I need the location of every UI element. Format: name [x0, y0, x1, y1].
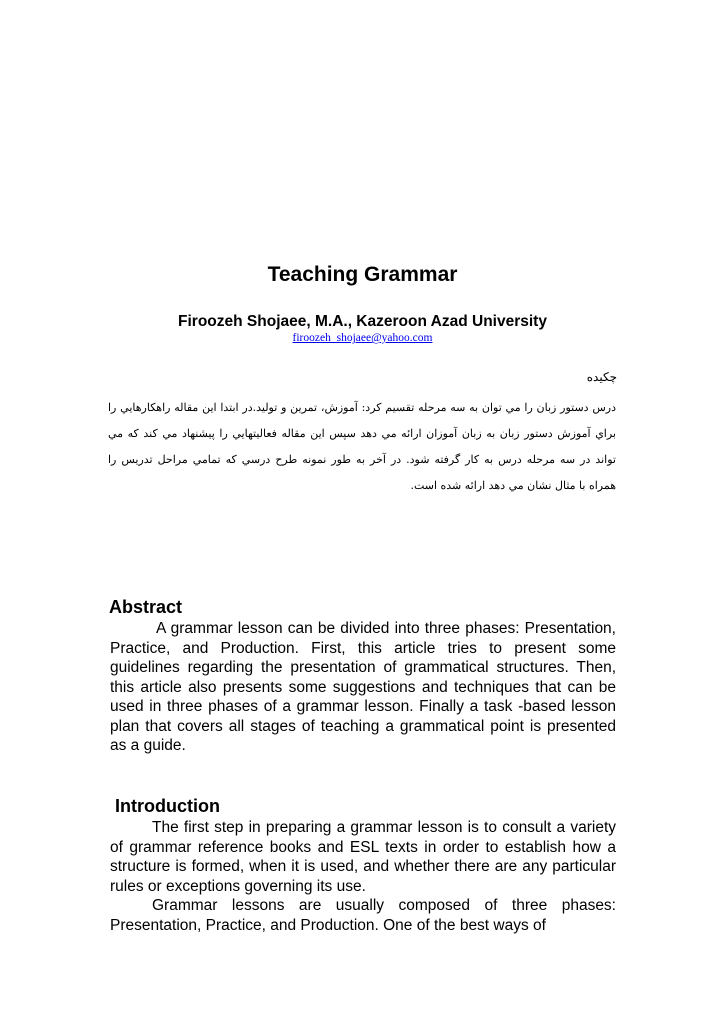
persian-abstract-body: درس دستور زبان را مي توان به سه مرحله تقسيم كرد: آموزش، تمرين و توليد.در ابتدا اين مقاله راهكارهايي را براي آموزش دستور زبان به زبان آموزان ارائه مي دهد سپس اين مقاله فعاليتهايي را پيشنهاد مي كند كه مي تواند در سه مرحله درس به كار گرفته شود. در آخر به طور نمونه طرح درسي كه تمامي مراحل تدريس را همراه با مثال نشان مي دهد ارائه شده است.: [108, 401, 616, 492]
author-line: Firoozeh Shojaee, M.A., Kazeroon Azad University: [178, 313, 547, 330]
author-email-link[interactable]: firoozeh_shojaee@yahoo.com: [292, 332, 433, 344]
abstract-heading: Abstract: [109, 597, 183, 617]
introduction-paragraph: The first step in preparing a grammar lesson is to consult a variety of grammar reference books and ESL texts in order to establish how a structure is formed, when it is used, and whether there are any particular rules or exceptions governing its use.: [110, 819, 616, 895]
page-title: Teaching Grammar: [267, 263, 458, 286]
introduction-heading: Introduction: [115, 796, 220, 816]
introduction-paragraph: Grammar lessons are usually composed of three phases: Presentation, Practice, and Production. One of the best ways of: [110, 897, 616, 934]
abstract-body: A grammar lesson can be divided into three phases: Presentation, Practice, and Production. First, this article tries to present some guidelines regarding the presentation of grammatical structures. Then, this article also presents some suggestions and techniques that can be used in three phases of a grammar lesson. Finally a task -based lesson plan that covers all stages of teaching a grammatical point is presented as a guide.: [110, 620, 616, 754]
persian-abstract-heading: چکیده: [586, 370, 617, 384]
